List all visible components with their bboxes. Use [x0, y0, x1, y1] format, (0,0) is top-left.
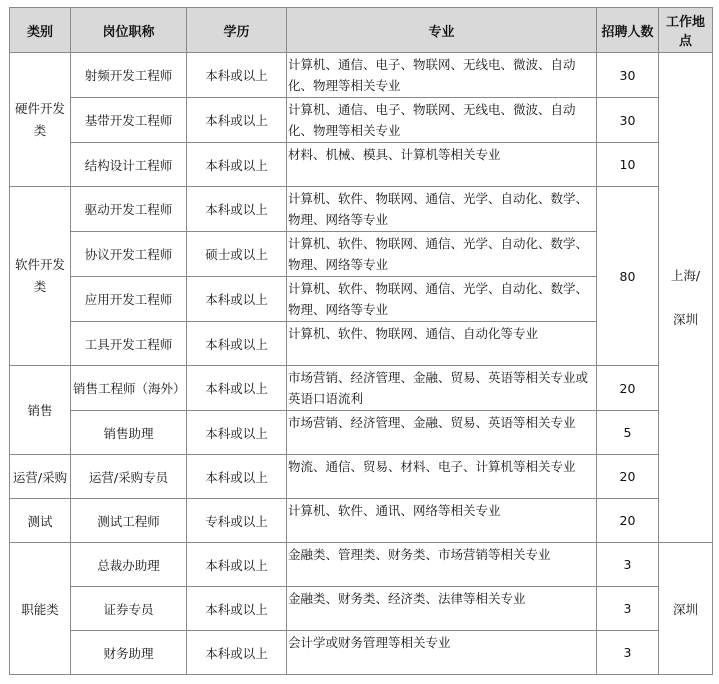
job-title: 财务助理 [71, 631, 187, 675]
headcount: 5 [597, 411, 659, 455]
job-title: 应用开发工程师 [71, 277, 187, 322]
table-row [10, 543, 713, 587]
education: 本科或以上 [187, 631, 287, 675]
major: 计算机、软件、物联网、通信、自动化等专业 [287, 322, 597, 366]
table-row [10, 631, 713, 675]
education: 本科或以上 [187, 455, 287, 499]
education: 硕士或以上 [187, 232, 287, 277]
job-title: 协议开发工程师 [71, 232, 187, 277]
education: 本科或以上 [187, 187, 287, 232]
major: 市场营销、经济管理、金融、贸易、英语等相关专业或英语口语流利 [287, 366, 597, 411]
education: 本科或以上 [187, 53, 287, 98]
headcount-software: 80 [597, 187, 659, 366]
major: 计算机、软件、物联网、通信、光学、自动化、数学、物理、网络等专业 [287, 232, 597, 277]
headcount: 20 [597, 499, 659, 543]
job-title: 射频开发工程师 [71, 53, 187, 98]
job-title: 运营/采购专员 [71, 455, 187, 499]
headcount: 20 [597, 455, 659, 499]
table-row [10, 366, 713, 411]
education: 专科或以上 [187, 499, 287, 543]
table-row [10, 187, 713, 232]
headcount: 10 [597, 143, 659, 187]
job-title: 工具开发工程师 [71, 322, 187, 366]
table-row [10, 98, 713, 143]
major: 金融类、管理类、财务类、市场营销等相关专业 [287, 543, 597, 587]
table-row [10, 499, 713, 543]
job-title: 证券专员 [71, 587, 187, 631]
header-job-title: 岗位职称 [71, 8, 187, 53]
education: 本科或以上 [187, 277, 287, 322]
job-title: 销售助理 [71, 411, 187, 455]
headcount: 30 [597, 98, 659, 143]
category-operations: 运营/采购 [10, 455, 71, 499]
major: 计算机、软件、物联网、通信、光学、自动化、数学、物理、网络等专业 [287, 187, 597, 232]
category-sales: 销售 [10, 366, 71, 455]
major: 物流、通信、贸易、材料、电子、计算机等相关专业 [287, 455, 597, 499]
table-row [10, 53, 713, 98]
category-functional: 职能类 [10, 543, 71, 675]
table-row [10, 587, 713, 631]
major: 计算机、软件、物联网、通信、光学、自动化、数学、物理、网络等专业 [287, 277, 597, 322]
headcount: 3 [597, 587, 659, 631]
education: 本科或以上 [187, 143, 287, 187]
category-testing: 测试 [10, 499, 71, 543]
education: 本科或以上 [187, 587, 287, 631]
job-title: 总裁办助理 [71, 543, 187, 587]
job-title: 驱动开发工程师 [71, 187, 187, 232]
education: 本科或以上 [187, 322, 287, 366]
header-category: 类别 [10, 8, 71, 53]
major: 金融类、财务类、经济类、法律等相关专业 [287, 587, 597, 631]
table-row [10, 455, 713, 499]
job-title: 结构设计工程师 [71, 143, 187, 187]
location-shanghai-shenzhen: 上海/ 深圳 [659, 53, 713, 543]
education: 本科或以上 [187, 411, 287, 455]
table-row [10, 411, 713, 455]
recruitment-table [9, 7, 713, 675]
major: 会计学或财务管理等相关专业 [287, 631, 597, 675]
major: 计算机、通信、电子、物联网、无线电、微波、自动化、物理等相关专业 [287, 53, 597, 98]
table-row [10, 143, 713, 187]
job-title: 销售工程师（海外） [71, 366, 187, 411]
headcount: 3 [597, 543, 659, 587]
category-software: 软件开发 类 [10, 187, 71, 366]
header-education: 学历 [187, 8, 287, 53]
major: 材料、机械、模具、计算机等相关专业 [287, 143, 597, 187]
education: 本科或以上 [187, 366, 287, 411]
headcount: 20 [597, 366, 659, 411]
major: 市场营销、经济管理、金融、贸易、英语等相关专业 [287, 411, 597, 455]
headcount: 30 [597, 53, 659, 98]
education: 本科或以上 [187, 98, 287, 143]
table-header-row [10, 8, 713, 53]
job-title: 测试工程师 [71, 499, 187, 543]
education: 本科或以上 [187, 543, 287, 587]
location-shenzhen: 深圳 [659, 543, 713, 675]
category-hardware: 硬件开发 类 [10, 53, 71, 187]
major: 计算机、软件、通讯、网络等相关专业 [287, 499, 597, 543]
header-headcount: 招聘人数 [597, 8, 659, 53]
headcount: 3 [597, 631, 659, 675]
job-title: 基带开发工程师 [71, 98, 187, 143]
major: 计算机、通信、电子、物联网、无线电、微波、自动化、物理等相关专业 [287, 98, 597, 143]
header-major: 专业 [287, 8, 597, 53]
header-location: 工作地点 [659, 8, 713, 53]
